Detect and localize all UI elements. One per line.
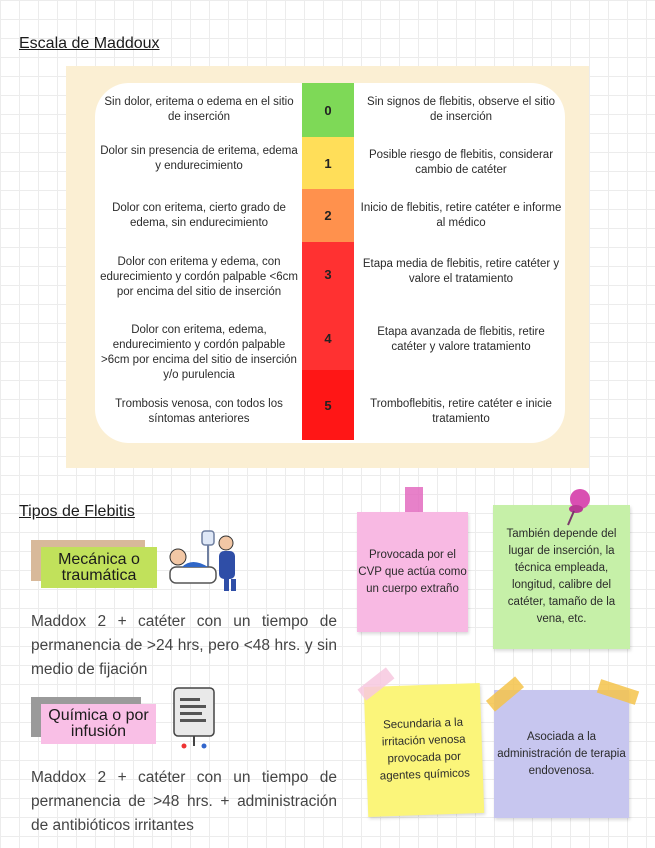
level-3-cell: 3	[302, 242, 354, 306]
scale-action-4: Etapa avanzada de flebitis, retire catéter y valore tratamiento	[377, 326, 545, 353]
page-title: Escala de Maddoux	[19, 35, 160, 52]
description-quimica: Maddox 2 + catéter con un tiempo de permanencia de >48 hrs. + administración de antibióticos irritantes	[31, 769, 337, 834]
patient-iv-icon	[164, 527, 240, 593]
level-4-cell: 4	[302, 306, 354, 370]
scale-sign-4: Dolor con eritema, edema, endurecimiento y cordón palpable >6cm por encima del sitio de inserción y/o purulencia	[101, 324, 297, 381]
scale-action-0: Sin signos de flebitis, observe el sitio de inserción	[367, 96, 555, 123]
scale-sign-5: Trombosis venosa, con todos los síntomas anteriores	[115, 398, 283, 425]
level-5-cell: 5	[302, 370, 354, 440]
scale-action-1: Posible riesgo de flebitis, considerar cambio de catéter	[368, 149, 554, 176]
scale-sign-3: Dolor con eritema y edema, con edurecimiento y cordón palpable <6cm por encima del sitio de inserción	[100, 255, 298, 298]
tag-mecanica: Mecánica o traumática	[41, 547, 157, 588]
sticky-note-green: También depende del lugar de inserción, la técnica empleada, longitud, calibre del catéter, tamaño de la vena, etc.	[493, 505, 630, 649]
sticky-note-pink: Provocada por el CVP que actúa como un cuerpo extraño	[357, 512, 468, 632]
pushpin-icon	[562, 487, 596, 527]
level-2-cell: 2	[302, 189, 354, 242]
level-1-cell: 1	[302, 137, 354, 189]
scale-action-2: Inicio de flebitis, retire catéter e informe al médico	[360, 202, 562, 229]
level-0-cell: 0	[302, 83, 354, 137]
scale-action-5: Tromboflebitis, retire catéter e inicie tratamiento	[370, 398, 552, 425]
scale-sign-2: Dolor con eritema, cierto grado de edema, sin endurecimiento	[112, 202, 286, 229]
sticky-note-lavender: Asociada a la administración de terapia endovenosa.	[494, 690, 629, 818]
types-title: Tipos de Flebitis	[19, 503, 135, 520]
scale-sign-0: Sin dolor, eritema o edema en el sitio de inserción	[104, 96, 294, 123]
tag-quimica: Química o por infusión	[41, 704, 156, 744]
scale-sign-1: Dolor sin presencia de eritema, edema y endurecimiento	[100, 145, 298, 172]
iv-bag-icon	[170, 686, 218, 750]
scale-action-3: Etapa media de flebitis, retire catéter y valore el tratamiento	[362, 258, 560, 285]
description-mecanica: Maddox 2 + catéter con un tiempo de permanencia de >24 hrs, pero <48 hrs. y sin medio de fijación	[31, 613, 337, 678]
sticky-note-yellow: Secundaria a la irritación venosa provocada por agentes químicos	[364, 683, 484, 817]
